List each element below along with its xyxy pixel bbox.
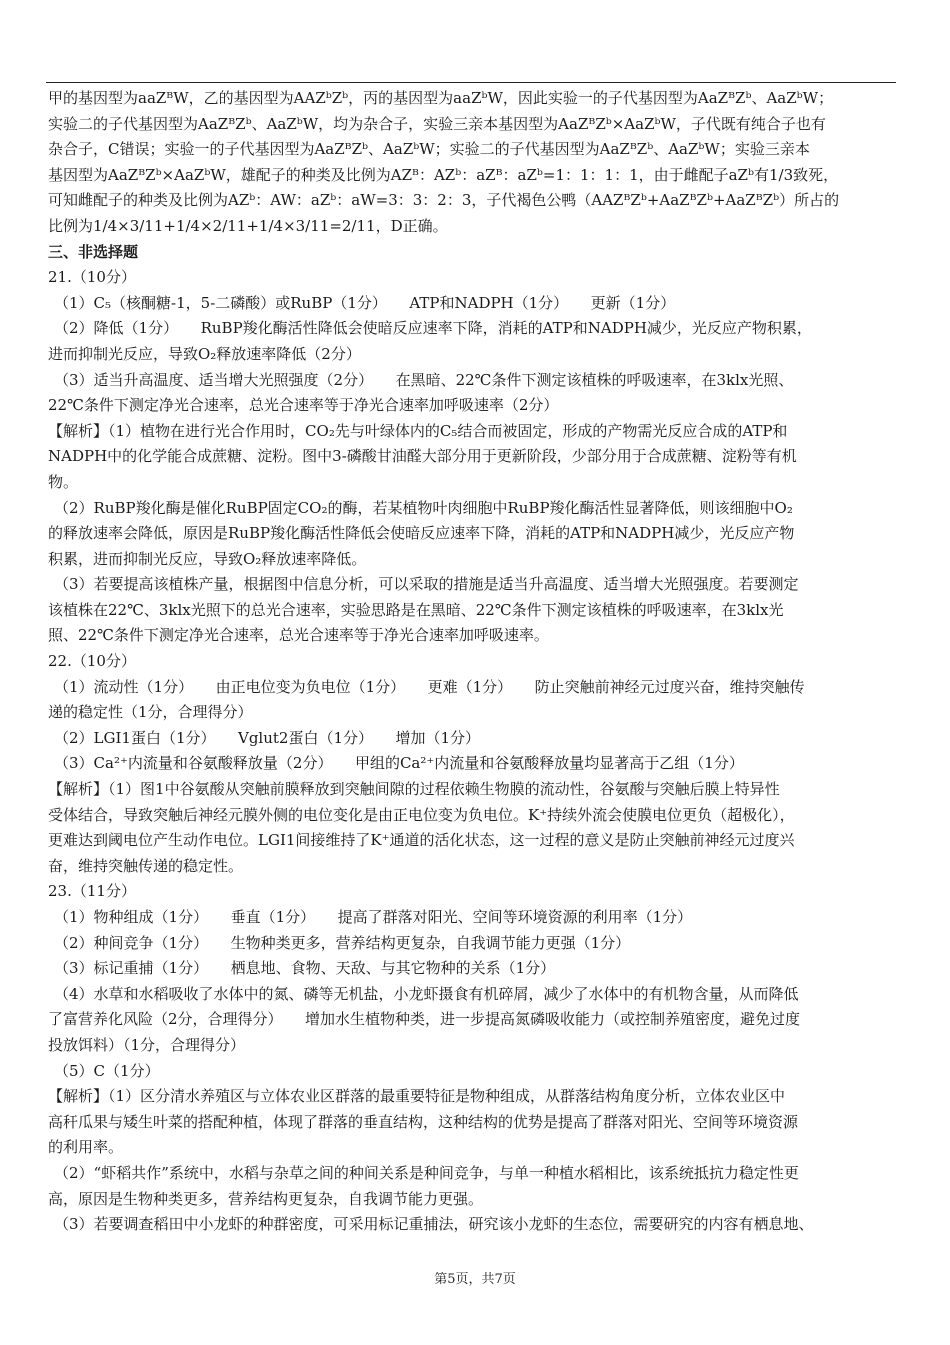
text-line: （2）“虾稻共作”系统中，水稻与杂草之间的种间关系是种间竞争，与单一种植水稻相比，该系统抵抗力稳定性更: [54, 1163, 799, 1182]
page-footer: 第5页，共7页: [434, 1272, 516, 1287]
text-line: 基因型为AaZᴮZᵇ×AaZᵇW，雄配子的种类及比例为AZᴮ：AZᵇ：aZᴮ：aZᵇ=1：1：1：1，由于雌配子aZᵇ有1/3致死，: [48, 165, 839, 184]
question-number: 21.（10分）: [48, 268, 136, 287]
text-line: 的释放速率会降低，原因是RuBP羧化酶活性降低会使暗反应速率下降，消耗的ATP和NADPH减少，光反应产物: [48, 524, 795, 543]
text-line: （2）降低（1分） RuBP羧化酶活性降低会使暗反应速率下降，消耗的ATP和NADPH减少，光反应产物积累，: [54, 319, 812, 338]
text-line: 实验二的子代基因型为AaZᴮZᵇ、AaZᵇW，均为杂合子，实验三亲本基因型为AaZᴮZᵇ×AaZᵇW，子代既有纯合子也有: [48, 114, 826, 133]
text-line: （2）RuBP羧化酶是催化RuBP固定CO₂的酶，若某植物叶肉细胞中RuBP羧化酶活性显著降低，则该细胞中O₂: [54, 498, 793, 517]
text-line: （2）种间竞争（1分） 生物种类更多，营养结构更复杂，自我调节能力更强（1分）: [54, 933, 631, 952]
text-line: NADPH中的化学能合成蔗糖、淀粉。图中3-磷酸甘油醛大部分用于更新阶段，少部分用于合成蔗糖、淀粉等有机: [48, 447, 797, 466]
text-line: 奋，维持突触传递的稳定性。: [48, 856, 244, 875]
text-line: 递的稳定性（1分，合理得分）: [48, 703, 253, 722]
text-line: （1）C₅（核酮糖-1，5-二磷酸）或RuBP（1分） ATP和NADPH（1分） 更新（1分）: [54, 293, 676, 312]
text-line: 22℃条件下测定净光合速率，总光合速率等于净光合速率加呼吸速率（2分）: [48, 396, 559, 415]
text-line: 投放饵料）（1分，合理得分）: [48, 1035, 246, 1054]
text-line: 高秆瓜果与矮生叶菜的搭配种植，体现了群落的垂直结构，这种结构的优势是提高了群落对阳光、空间等环境资源: [48, 1112, 799, 1131]
text-line: 杂合子，C错误；实验一的子代基因型为AaZᴮZᵇ、AaZᵇW；实验二的子代基因型为AaZᴮZᵇ、AaZᵇW；实验三亲本: [48, 140, 810, 159]
text-line: （3）Ca²⁺内流量和谷氨酸释放量（2分） 甲组的Ca²⁺内流量和谷氨酸释放量均显著高于乙组（1分）: [54, 754, 744, 773]
text-line: 照、22℃条件下测定净光合速率，总光合速率等于净光合速率加呼吸速率。: [48, 626, 549, 645]
text-line: 高，原因是生物种类更多，营养结构更复杂，自我调节能力更强。: [48, 1189, 484, 1208]
text-line: （4）水草和水稻吸收了水体中的氮、磷等无机盐，小龙虾摄食有机碎屑，减少了水体中的有机物含量，从而降低: [54, 984, 799, 1003]
text-line: （1）物种组成（1分） 垂直（1分） 提高了群落对阳光、空间等环境资源的利用率（1分）: [54, 908, 693, 926]
text-line: 【解析】（1）区分清水养殖区与立体农业区群落的最重要特征是物种组成，从群落结构角度分析，立体农业区中: [48, 1087, 786, 1106]
text-line: 更难达到阈电位产生动作电位。LGI1间接维持了K⁺通道的活化状态，这一过程的意义是防止突触前神经元过度兴: [48, 831, 795, 850]
text-line: 可知雌配子的种类及比例为AZᵇ：AW：aZᵇ：aW=3：3：2：3，子代褐色公鸭（AAZᴮZᵇ+AaZᴮZᵇ+AaZᴮZᵇ）所占的: [48, 191, 840, 210]
text-line: 了富营养化风险（2分，合理得分） 增加水生植物种类，进一步提高氮磷吸收能力（或控制养殖密度，避免过度: [48, 1010, 801, 1029]
section-heading: 三、非选择题: [48, 242, 139, 261]
text-line: 该植株在22℃、3klx光照下的总光合速率，实验思路是在黑暗、22℃条件下测定该植株的呼吸速率，在3klx光: [48, 600, 784, 619]
header-rule: [46, 82, 896, 83]
text-line: （5）C（1分）: [54, 1061, 160, 1080]
text-line: （3）标记重捕（1分） 栖息地、食物、天敌、与其它物种的关系（1分）: [54, 959, 556, 978]
question-number: 23.（11分）: [48, 882, 136, 901]
question-number: 22.（10分）: [48, 652, 136, 671]
text-line: 【解析】（1）植物在进行光合作用时，CO₂先与叶绿体内的C₅结合而被固定，形成的产物需光反应合成的ATP和: [48, 421, 788, 440]
text-line: 比例为1/4×3/11+1/4×2/11+1/4×3/11=2/11，D正确。: [48, 216, 448, 235]
text-line: 物。: [48, 472, 79, 491]
text-line: 积累，进而抑制光反应，导致O₂释放速率降低。: [48, 549, 367, 568]
text-line: 进而抑制光反应，导致O₂释放速率降低（2分）: [48, 344, 361, 363]
text-line: （3）若要调查稻田中小龙虾的种群密度，可采用标记重捕法，研究该小龙虾的生态位，需要研究的内容有栖息地、: [54, 1215, 814, 1234]
text-line: （2）LGI1蛋白（1分） Vglut2蛋白（1分） 增加（1分）: [54, 728, 481, 747]
text-line: 受体结合，导致突触后神经元膜外侧的电位变化是由正电位变为负电位。K⁺持续外流会使膜电位更负（超极化），: [48, 805, 795, 824]
text-line: （1）流动性（1分） 由正电位变为负电位（1分） 更难（1分） 防止突触前神经元过度兴奋，维持突触传: [54, 677, 805, 696]
text-line: （3）若要提高该植株产量，根据图中信息分析，可以采取的措施是适当升高温度、适当增大光照强度。若要测定: [54, 575, 799, 594]
text-line: 甲的基因型为aaZᴮW，乙的基因型为AAZᵇZᵇ，丙的基因型为aaZᵇW，因此实验一的子代基因型为AaZᴮZᵇ、AaZᵇW；: [48, 89, 834, 107]
answer-content: [48, 86, 896, 1238]
text-line: （3）适当升高温度、适当增大光照强度（2分） 在黑暗、22℃条件下测定该植株的呼吸速率，在3klx光照、: [54, 370, 794, 389]
text-line: 的利用率。: [48, 1138, 124, 1157]
text-line: 【解析】（1）图1中谷氨酸从突触前膜释放到突触间隙的过程依赖生物膜的流动性，谷氨酸与突触后膜上特异性: [48, 780, 780, 799]
